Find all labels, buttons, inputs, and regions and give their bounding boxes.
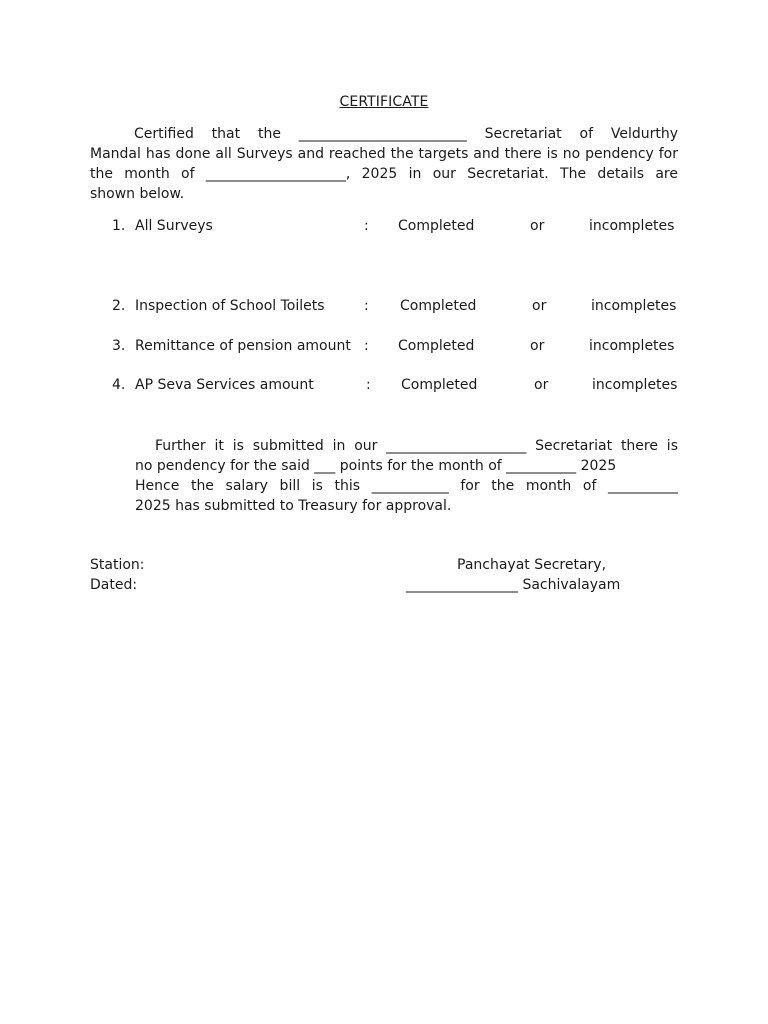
station-label: Station: (90, 557, 145, 573)
intro-line-4: shown below. (90, 186, 185, 202)
item-number: 4. (112, 377, 126, 393)
item-status-incomplete: incompletes (589, 218, 675, 234)
list-item (90, 216, 680, 236)
item-status-completed: Completed (398, 338, 475, 354)
further-line-3: Hence the salary bill is this ___________ for the month of __________ (135, 478, 678, 494)
item-number: 3. (112, 338, 126, 354)
item-colon: : (364, 218, 369, 234)
further-paragraph (135, 436, 678, 516)
item-status-completed: Completed (398, 218, 475, 234)
signatory-office: ________________ Sachivalayam (406, 577, 621, 593)
further-line-1: Further it is submitted in our ____________________ Secretariat there is (155, 438, 678, 454)
item-label: All Surveys (135, 218, 213, 234)
intro-line-1: Certified that the ________________________ Secretariat of Veldurthy (134, 126, 678, 142)
list-item (90, 375, 680, 395)
item-status-completed: Completed (400, 298, 477, 314)
item-status-completed: Completed (401, 377, 478, 393)
item-status-incomplete: incompletes (592, 377, 678, 393)
item-or: or (534, 377, 549, 393)
item-or: or (530, 338, 545, 354)
intro-paragraph (90, 124, 678, 204)
item-status-incomplete: incompletes (589, 338, 675, 354)
item-status-incomplete: incompletes (591, 298, 677, 314)
intro-line-2: Mandal has done all Surveys and reached the targets and there is no pendency for (90, 146, 678, 162)
item-colon: : (364, 298, 369, 314)
station-date-block (90, 555, 145, 595)
item-label: Inspection of School Toilets (135, 298, 325, 314)
further-line-4: 2025 has submitted to Treasury for approval. (135, 498, 452, 514)
further-line-2: no pendency for the said ___ points for the month of __________ 2025 (135, 458, 617, 474)
signatory-block (406, 555, 648, 595)
list-item (90, 336, 680, 356)
item-label: AP Seva Services amount (135, 377, 314, 393)
dated-label: Dated: (90, 577, 138, 593)
item-or: or (532, 298, 547, 314)
item-label: Remittance of pension amount (135, 338, 351, 354)
intro-line-3: the month of ____________________, 2025 in our Secretariat. The details are (90, 166, 678, 182)
signatory-title: Panchayat Secretary, (457, 557, 607, 573)
item-number: 1. (112, 218, 126, 234)
list-item (90, 296, 680, 316)
item-number: 2. (112, 298, 126, 314)
item-or: or (530, 218, 545, 234)
item-colon: : (366, 377, 371, 393)
page-title: CERTIFICATE (339, 94, 429, 110)
item-colon: : (364, 338, 369, 354)
